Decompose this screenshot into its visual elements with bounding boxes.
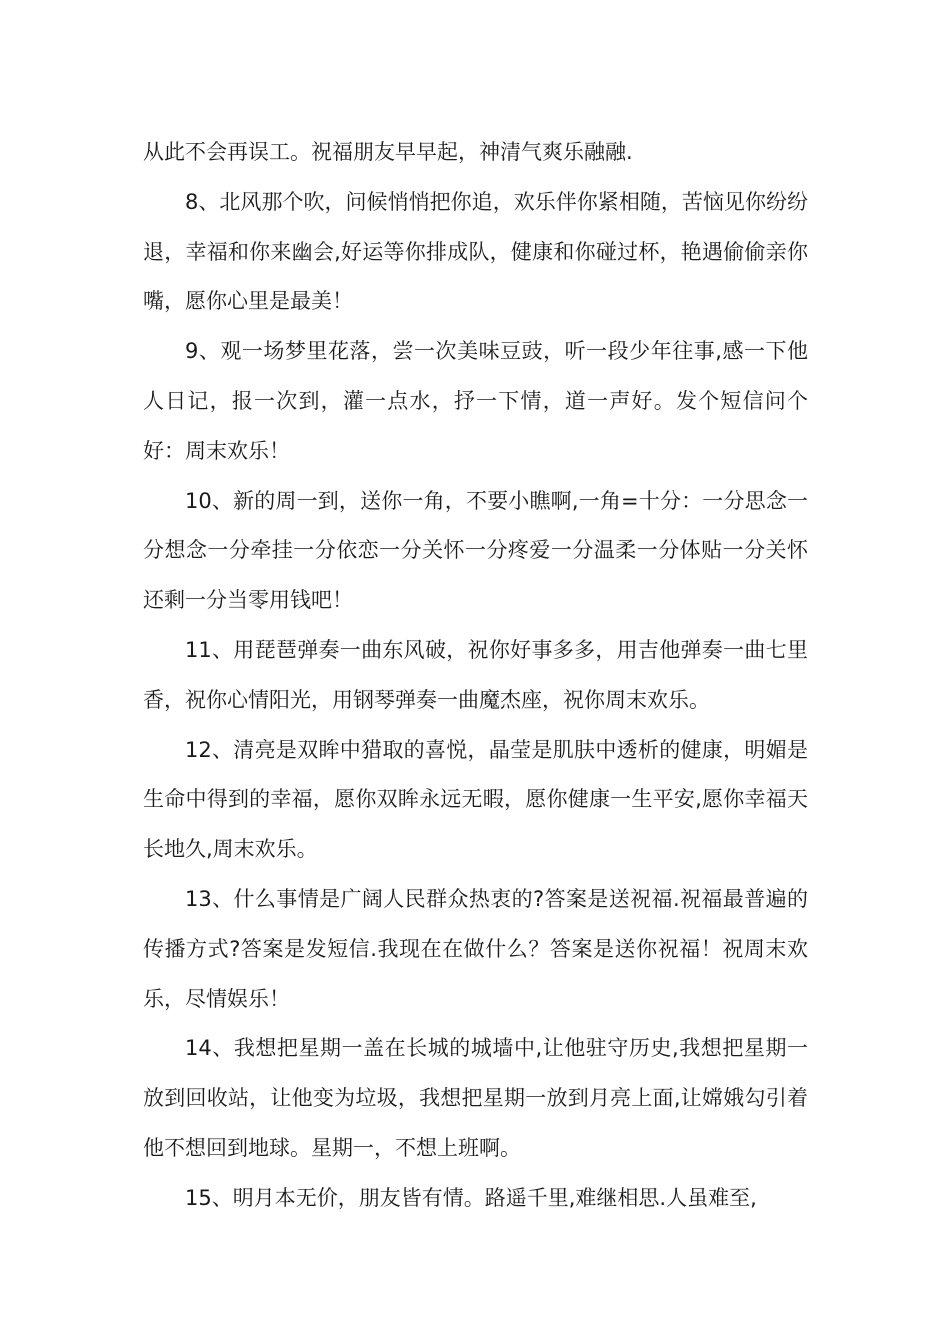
paragraph-8: 8、北风那个吹，问候悄悄把你追，欢乐伴你紧相随，苦恼见你纷纷退，幸福和你来幽会,好运等你排成队，健康和你碰过杯，艳遇偷偷亲你嘴，愿你心里是最美！: [143, 189, 808, 314]
paragraph-continuation: 从此不会再误工。祝福朋友早早起，神清气爽乐融融.: [143, 140, 633, 164]
paragraph-9: 9、观一场梦里花落，尝一次美味豆豉，听一段少年往事,感一下他人日记，报一次到，灌一点水，抒一下情，道一声好。发个短信问个好：周末欢乐！: [143, 339, 808, 463]
paragraph-14: 14、我想把星期一盖在长城的城墙中,让他驻守历史,我想把星期一放到回收站，让他变为垃圾，我想把星期一放到月亮上面,让嫦娥勾引着他不想回到地球。星期一，不想上班啊。: [143, 1036, 808, 1160]
paragraph-15: 15、明月本无价，朋友皆有情。路遥千里,难继相思.人虽难至,: [185, 1185, 757, 1210]
document-body: [143, 128, 808, 1224]
paragraph-10: 10、新的周一到，送你一角，不要小瞧啊,一角=十分：一分思念一分想念一分牵挂一分依恋一分关怀一分疼爱一分温柔一分体贴一分关怀还剩一分当零用钱吧！: [143, 488, 808, 613]
paragraph-11: 11、用琵琶弹奏一曲东风破，祝你好事多多，用吉他弹奏一曲七里香，祝你心情阳光，用钢琴弹奏一曲魔杰座，祝你周末欢乐。: [143, 637, 808, 712]
paragraph-13: 13、什么事情是广阔人民群众热衷的?答案是送祝福.祝福最普遍的传播方式?答案是发短信.我现在在做什么？答案是送你祝福！祝周末欢乐，尽情娱乐！: [143, 886, 808, 1011]
paragraph-12: 12、清亮是双眸中猎取的喜悦，晶莹是肌肤中透析的健康，明媚是生命中得到的幸福，愿你双眸永远无暇，愿你健康一生平安,愿你幸福天长地久,周末欢乐。: [143, 737, 808, 862]
